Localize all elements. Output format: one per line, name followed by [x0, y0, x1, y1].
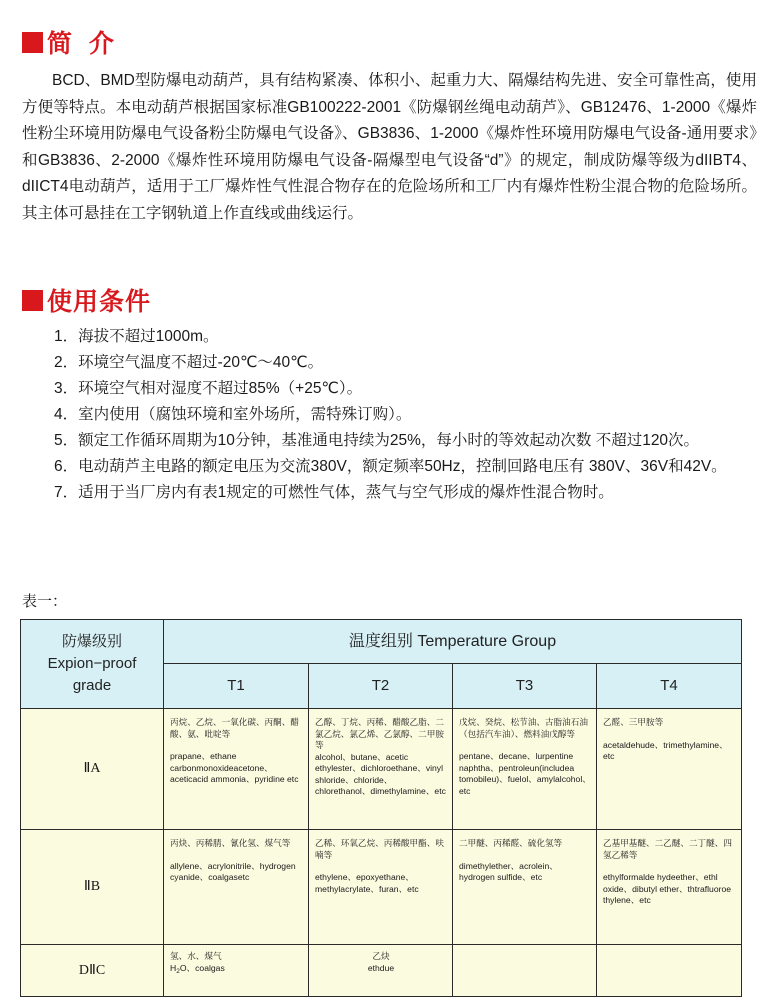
intro-title-text: 简 介 [47, 30, 115, 58]
table-row [21, 830, 742, 945]
row-label: ⅡB [21, 830, 164, 945]
column-header-t2: T2 [309, 664, 453, 709]
grade-header [21, 620, 164, 709]
table-cell: 乙基甲基醚、二乙醚、二丁醚、四氢乙稀等 ethylformalde hydeether、ethl oxide、dibutyl ether、thtrafluoroe thylene、etc [597, 830, 742, 945]
intro-paragraph: BCD、BMD型防爆电动葫芦，具有结构紧凑、体积小、起重力大、隔爆结构先进、安全可靠性高，使用方便等特点。本电动葫芦根据国家标准GB100222-2001《防爆钢丝绳电动葫芦》、GB12476、1-2000《爆炸性粉尘环境用防爆电气设备粉尘防爆电气设备》、GB3836、1-2000《爆炸性环境用防爆电气设备-通用要求》和GB3836、2-2000《爆炸性环境用防爆电气设备-隔爆型电气设备“d”》的规定，制成防爆等级为dIIBT4、dIICT4电动葫芦，适用于工厂爆炸性气性混合物存在的危险场所和工厂内有爆炸性粉尘混合物的危险场所。其主体可悬挂在工字钢轨道上作直线或曲线运行。 [22, 72, 757, 222]
conditions-list [22, 324, 757, 506]
condition-item: 6．电动葫芦主电路的额定电压为交流380V，额定频率50Hz，控制回路电压有 380V、36V和42V。 [54, 458, 727, 475]
table-cell: 氢、水、煤气 $H_2O$、coalgas [164, 945, 309, 997]
table-cell [597, 945, 742, 997]
table-cell [453, 945, 597, 997]
table-cell: 戊烷、癸烷、松节油、古脂油石油（包括汽车油）、燃料油戊醇等 pentane、decane、lurpentine naphtha、pentroleun(includea tomobileu)、fuelol、amylalcohol、etc [453, 709, 597, 830]
grade-header-en2: grade [72, 677, 112, 694]
condition-item: 3．环境空气相对湿度不超过85%（+25℃）。 [54, 380, 363, 397]
table-label: 表一： [22, 593, 68, 610]
column-header-t1: T1 [164, 664, 309, 709]
table-cell: 乙炔 ethdue [309, 945, 453, 997]
table-cell: 二甲醚、丙稀醛、硫化氢等 dimethylether、acrolein、hydrogen sulfide、etc [453, 830, 597, 945]
red-square-bullet [22, 290, 43, 311]
table-cell: 丙炔、丙稀腈、氰化氢、煤气等 allylene、acrylonitrile、hydrogen cyanide、coalgasetc [164, 830, 309, 945]
condition-item: 4．室内使用（腐蚀环境和室外场所，需特殊订购）。 [54, 406, 412, 423]
table-row [21, 945, 742, 997]
row-label: ⅡA [21, 709, 164, 830]
row-label: DⅡC [21, 945, 164, 997]
conditions-title-text: 使用条件 [47, 288, 152, 316]
condition-item: 7．适用于当厂房内有表1规定的可燃性气体，蒸气与空气形成的爆炸性混合物时。 [54, 484, 614, 501]
table-cell: 乙醛、三甲胺等 acetaldehude、trimethylamine、etc [597, 709, 742, 830]
temperature-group-table [20, 619, 742, 997]
condition-item: 5．额定工作循环周期为10分钟，基准通电持续为25%，每小时的等效起动次数 不超过120次。 [54, 432, 700, 449]
condition-item: 2．环境空气温度不超过-20℃～40℃。 [54, 354, 324, 371]
table-cell: 乙稀、环氧乙烷、丙稀酸甲酯、呋喃等 ethylene、epoxyethane、methylacrylate、furan、etc [309, 830, 453, 945]
intro-title [22, 24, 115, 60]
column-header-t3: T3 [453, 664, 597, 709]
formula-h2o: $H_2O$、coalgas [170, 962, 225, 975]
column-header-t4: T4 [597, 664, 742, 709]
condition-item: 1．海拔不超过1000m。 [54, 328, 219, 345]
table-cell: 乙醇、丁烷、丙稀、醋酸乙脂、二氯乙烷、氯乙烯、乙氯醇、二甲胺等 alcohol、butane、acetic ethylester、dichloroethane、vinyl shloride、chloride、chlorethanol、dimethylamine、etc [309, 709, 453, 830]
red-square-bullet [22, 32, 43, 53]
grade-header-en1: Expion−proof [47, 655, 137, 672]
temperature-group-header: 温度组别 Temperature Group [164, 620, 742, 664]
table-row [21, 709, 742, 830]
table-cell: 丙烷、乙烷、一氧化碳、丙酮、醋酸、氨、吡啶等 prapane、ethane carbonmonoxideacetone、aceticacid ammonia、pyridine etc [164, 709, 309, 830]
conditions-title [22, 282, 151, 318]
grade-header-zh: 防爆级别 [61, 633, 122, 650]
